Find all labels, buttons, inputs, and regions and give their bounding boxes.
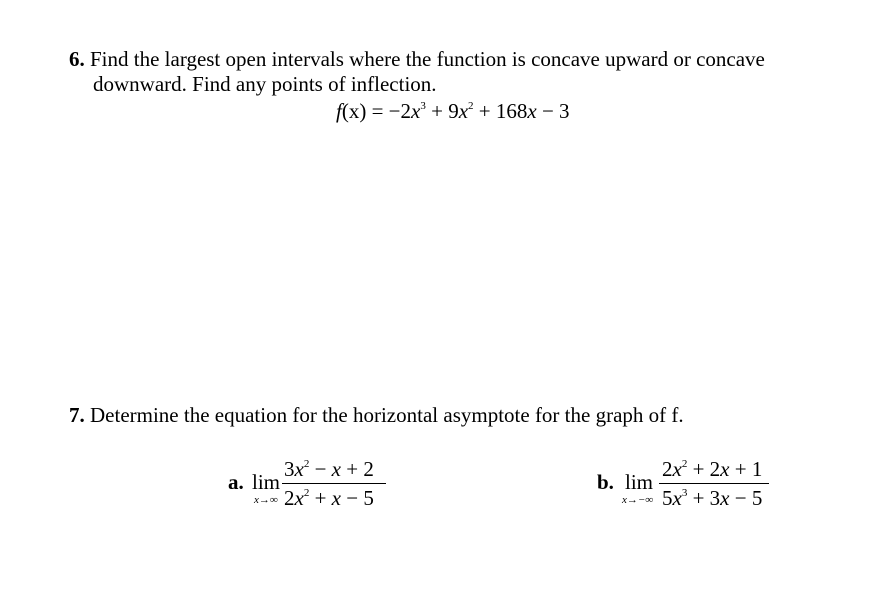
problem-6-text-line-1: Find the largest open intervals where the function is concave upward or concave — [90, 47, 765, 71]
problem-6-number: 6. — [69, 47, 85, 71]
part-a-fraction-bar — [282, 483, 386, 484]
part-b-lim: lim — [625, 470, 654, 494]
part-b-label: b. — [597, 470, 614, 494]
part-b-fraction-bar — [659, 483, 769, 484]
problem-7-text: Determine the equation for the horizontal asymptote for the graph of f. — [90, 403, 684, 427]
problem-7-number: 7. — [69, 403, 85, 427]
part-b-denominator: $5x^3 + 3x - 5$ — [662, 486, 763, 510]
part-a-numerator: $3x^2 - x + 2$ — [284, 457, 374, 481]
part-a-lim: lim — [252, 470, 281, 494]
problem-7-line — [69, 403, 684, 427]
part-a-label: a. — [228, 470, 244, 494]
problem-6-text-line-2: downward. Find any points of inflection. — [93, 72, 437, 96]
problem-6-line-2 — [93, 72, 437, 96]
part-a-denominator: $2x^2 + x - 5$ — [284, 486, 374, 510]
problem-6-line-1 — [69, 47, 765, 71]
part-b-numerator: $2x^2 + 2x + 1$ — [662, 457, 763, 481]
part-b-lim-subscript: x→−∞ — [622, 494, 654, 506]
part-a-lim-subscript: x→∞ — [254, 494, 278, 506]
problem-6-function: $f(x) = -2x^3 + 9x^2 + 168x - 3$ — [336, 99, 570, 123]
